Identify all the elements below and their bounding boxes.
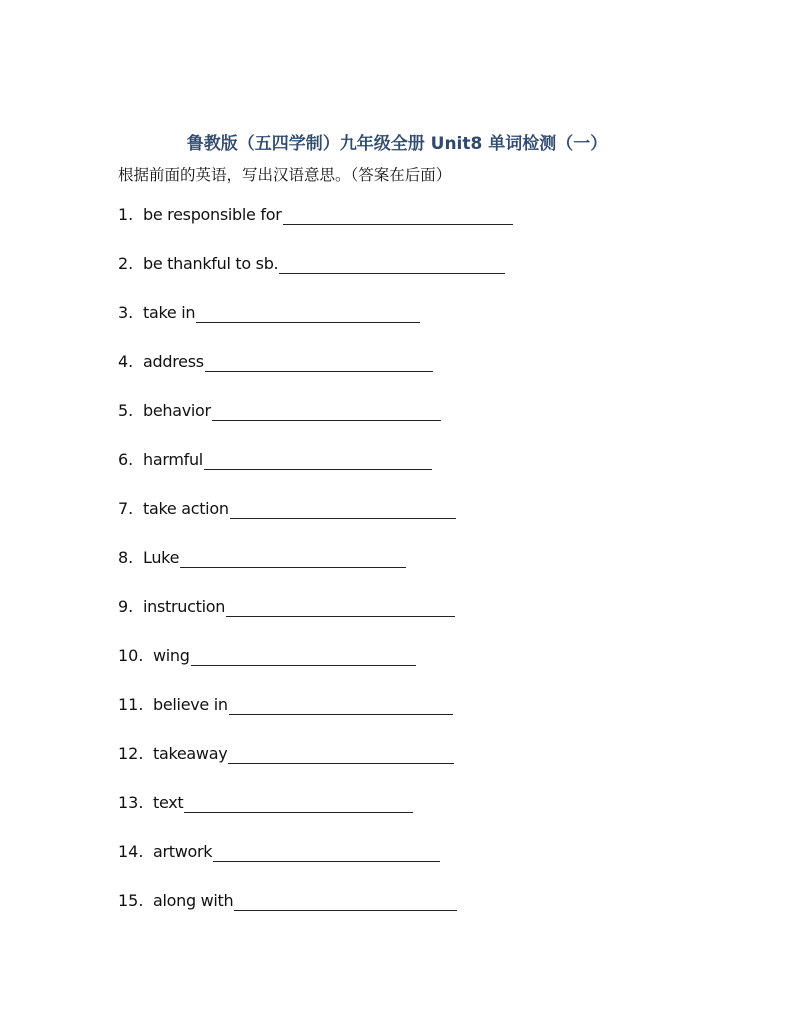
document-title: 鲁教版（五四学制）九年级全册 Unit8 单词检测（一） — [186, 134, 608, 154]
list-item — [118, 646, 513, 695]
list-item — [118, 205, 513, 254]
list-item — [118, 695, 513, 744]
item-number: 3. — [118, 303, 134, 322]
item-term: along with — [153, 891, 234, 910]
list-item — [118, 352, 513, 401]
answer-blank[interactable] — [212, 401, 441, 421]
list-item — [118, 891, 513, 940]
item-term: harmful — [143, 450, 203, 469]
answer-blank[interactable] — [191, 646, 416, 666]
list-item — [118, 842, 513, 891]
item-number: 4. — [118, 352, 134, 371]
item-term: Luke — [143, 548, 180, 567]
item-number: 14. — [118, 842, 144, 861]
vocabulary-list — [118, 205, 513, 940]
item-term: text — [153, 793, 184, 812]
item-number: 6. — [118, 450, 134, 469]
list-item — [118, 597, 513, 646]
list-item — [118, 450, 513, 499]
answer-blank[interactable] — [229, 695, 453, 715]
list-item — [118, 254, 513, 303]
answer-blank[interactable] — [228, 744, 454, 764]
answer-blank[interactable] — [279, 254, 505, 274]
answer-blank[interactable] — [204, 450, 432, 470]
list-item — [118, 548, 513, 597]
item-number: 15. — [118, 891, 144, 910]
item-number: 9. — [118, 597, 134, 616]
list-item — [118, 303, 513, 352]
answer-blank[interactable] — [283, 205, 513, 225]
answer-blank[interactable] — [213, 842, 440, 862]
item-number: 11. — [118, 695, 144, 714]
item-term: wing — [153, 646, 190, 665]
answer-blank[interactable] — [234, 891, 457, 911]
item-term: artwork — [153, 842, 213, 861]
item-number: 5. — [118, 401, 134, 420]
item-number: 8. — [118, 548, 134, 567]
answer-blank[interactable] — [205, 352, 433, 372]
item-term: address — [143, 352, 204, 371]
item-number: 13. — [118, 793, 144, 812]
item-term: take in — [143, 303, 196, 322]
item-number: 10. — [118, 646, 144, 665]
item-term: behavior — [143, 401, 211, 420]
list-item — [118, 401, 513, 450]
answer-blank[interactable] — [184, 793, 413, 813]
answer-blank[interactable] — [230, 499, 456, 519]
item-term: instruction — [143, 597, 226, 616]
list-item — [118, 793, 513, 842]
item-term: be thankful to sb. — [143, 254, 279, 273]
answer-blank[interactable] — [226, 597, 455, 617]
item-term: take action — [143, 499, 229, 518]
instruction-text: 根据前面的英语，写出汉语意思。（答案在后面） — [118, 166, 452, 184]
list-item — [118, 744, 513, 793]
item-term: takeaway — [153, 744, 228, 763]
item-number: 7. — [118, 499, 134, 518]
answer-blank[interactable] — [196, 303, 420, 323]
list-item — [118, 499, 513, 548]
answer-blank[interactable] — [180, 548, 406, 568]
item-number: 2. — [118, 254, 134, 273]
item-term: be responsible for — [143, 205, 282, 224]
item-term: believe in — [153, 695, 228, 714]
item-number: 1. — [118, 205, 134, 224]
item-number: 12. — [118, 744, 144, 763]
